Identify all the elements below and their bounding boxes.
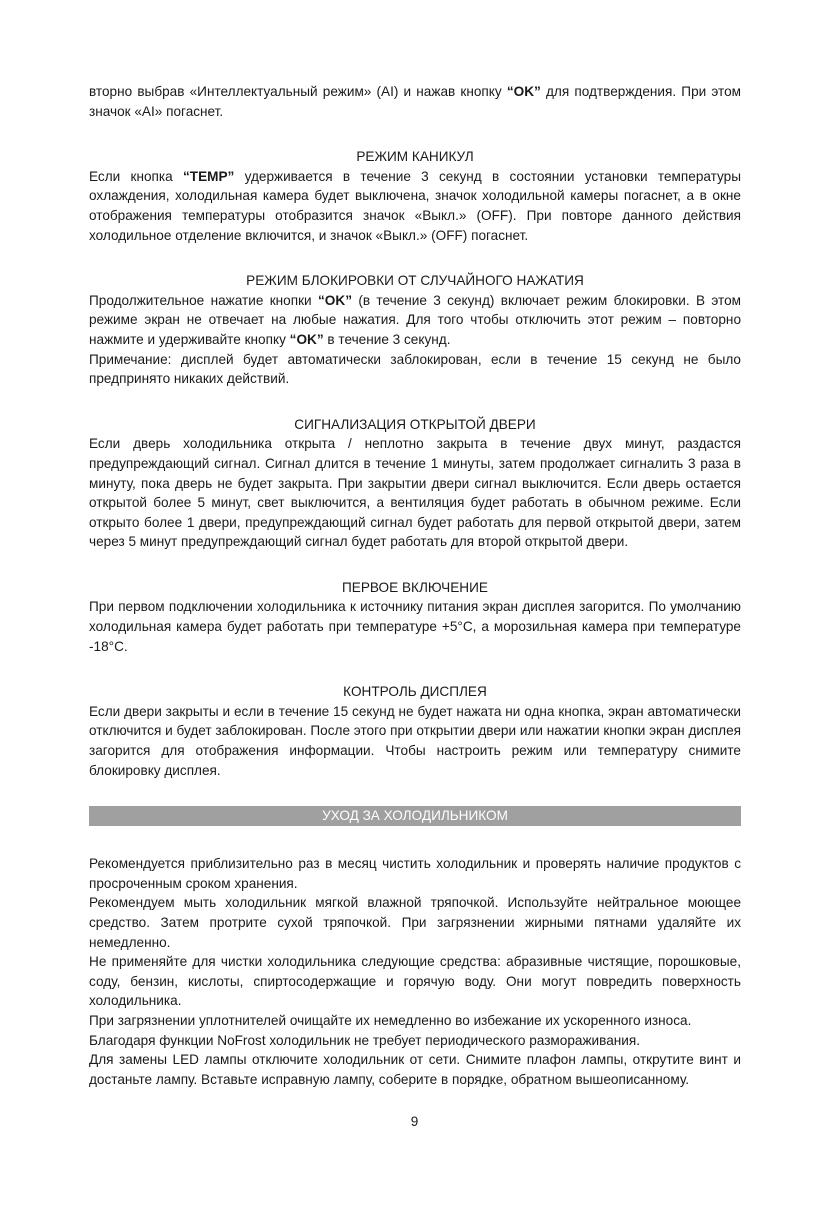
vacation-section [89,147,741,245]
intro-text-b: для подтверждения. При этом значок «AI» погаснет. [89,84,741,119]
lock-paragraph [89,291,741,350]
care-section [89,854,741,1089]
care-paragraph: При загрязнении уплотнителей очищайте их немедленно во избежание их ускоренного износа. [89,1012,692,1028]
manual-page [89,82,741,1089]
lock-text-c: в течение 3 секунд. [323,331,451,347]
intro-paragraph [89,82,741,121]
care-paragraph: Для замены LED лампы отключите холодильник от сети. Снимите плафон лампы, открутите винт и достаньте лампу. Вставьте исправную лампу, соберите в порядке, обратном вышеописанному. [89,1052,741,1087]
door-alarm-heading: СИГНАЛИЗАЦИЯ ОТКРЫТОЙ ДВЕРИ [294,416,536,432]
care-paragraph: Рекомендуем мыть холодильник мягкой влажной тряпочкой. Используйте нейтральное моющее средство. Затем протрите сухой тряпочкой. При загрязнении жирными пятнами удаляйте их немедленно. [89,895,741,950]
page-number: 9 [410,1114,419,1129]
vacation-text-a: Если кнопка [89,168,183,184]
ok-key-label: “OK” [289,331,324,347]
lock-text-a: Продолжительное нажатие кнопки [89,292,318,308]
temp-key-label: “TEMP” [182,168,235,184]
first-start-section [89,578,741,656]
display-control-heading: КОНТРОЛЬ ДИСПЛЕЯ [343,684,487,700]
first-start-heading: ПЕРВОЕ ВКЛЮЧЕНИЕ [342,579,488,595]
care-paragraph: Не применяйте для чистки холодильника следующие средства: абразивные чистящие, порошковые, соду, бензин, кислоты, спиртосодержащие и горячую воду. Они могут повредить поверхность холодильника. [89,954,741,1009]
first-start-paragraph: При первом подключении холодильника к источнику питания экран дисплея загорится. По умолчанию холодильная камера будет работать при температуре +5°C, а морозильная камера при температуре -18°C. [89,599,741,654]
door-alarm-section [89,415,741,552]
lock-section [89,271,741,389]
vacation-paragraph [89,167,741,245]
display-control-paragraph: Если двери закрыты и если в течение 15 секунд не будет нажата ни одна кнопка, экран автоматически отключится и будет заблокирован. После этого при открытии двери или нажатии кнопки экран дисплея загорится для отображения информации. Чтобы настроить режим или температуру снимите блокировку дисплея. [89,703,741,778]
lock-note-paragraph: Примечание: дисплей будет автоматически заблокирован, если в течение 15 секунд не было предпринято никаких действий. [89,351,741,387]
vacation-text-b: удерживается в течение 3 секунд в состоянии установки температуры охлаждения, холодильная камера будет выключена, значок холодильной камеры погаснет, а в окне отображения температуры отобразится значок «Выкл.» (OFF). При повторе данного действия холодильное отделение включится, и значок «Выкл.» (OFF) погаснет. [89,168,741,243]
display-control-section [89,682,741,780]
lock-heading: РЕЖИМ БЛОКИРОВКИ ОТ СЛУЧАЙНОГО НАЖАТИЯ [246,273,584,289]
care-paragraph: Благодаря функции NoFrost холодильник не требует периодического размораживания. [89,1032,641,1048]
ok-key-label: “OK” [318,292,352,308]
lock-text-b: (в течение 3 секунд) включает режим блокировки. В этом режиме экран не отвечает на любые нажатия. Для того чтобы отключить этот режим – повторно нажмите и удерживайте кнопку [89,292,741,347]
care-section-band: УХОД ЗА ХОЛОДИЛЬНИКОМ [89,806,741,826]
intro-text-a: вторно выбрав «Интеллектуальный режим» (AI) и нажав кнопку [89,84,507,99]
ok-key-label: “OK” [506,84,541,99]
care-paragraph: Рекомендуется приблизительно раз в месяц чистить холодильник и проверять наличие продуктов с просроченным сроком хранения. [89,856,741,891]
door-alarm-paragraph: Если дверь холодильника открыта / неплотно закрыта в течение двух минут, раздастся предупреждающий сигнал. Сигнал длится в течение 1 минуты, затем продолжает сигналить 3 раза в минуту, пока дверь не будет закрыта. При закрытии двери сигнал выключится. Если дверь остается открытой более 5 минут, свет выключится, а вентиляция будет работать в обычном режиме. Если открыто более 1 двери, предупреждающий сигнал будет работать для первой открытой двери, затем через 5 минут предупреждающий сигнал будет работать для второй открытой двери. [89,436,741,550]
vacation-heading: РЕЖИМ КАНИКУЛ [356,149,474,165]
